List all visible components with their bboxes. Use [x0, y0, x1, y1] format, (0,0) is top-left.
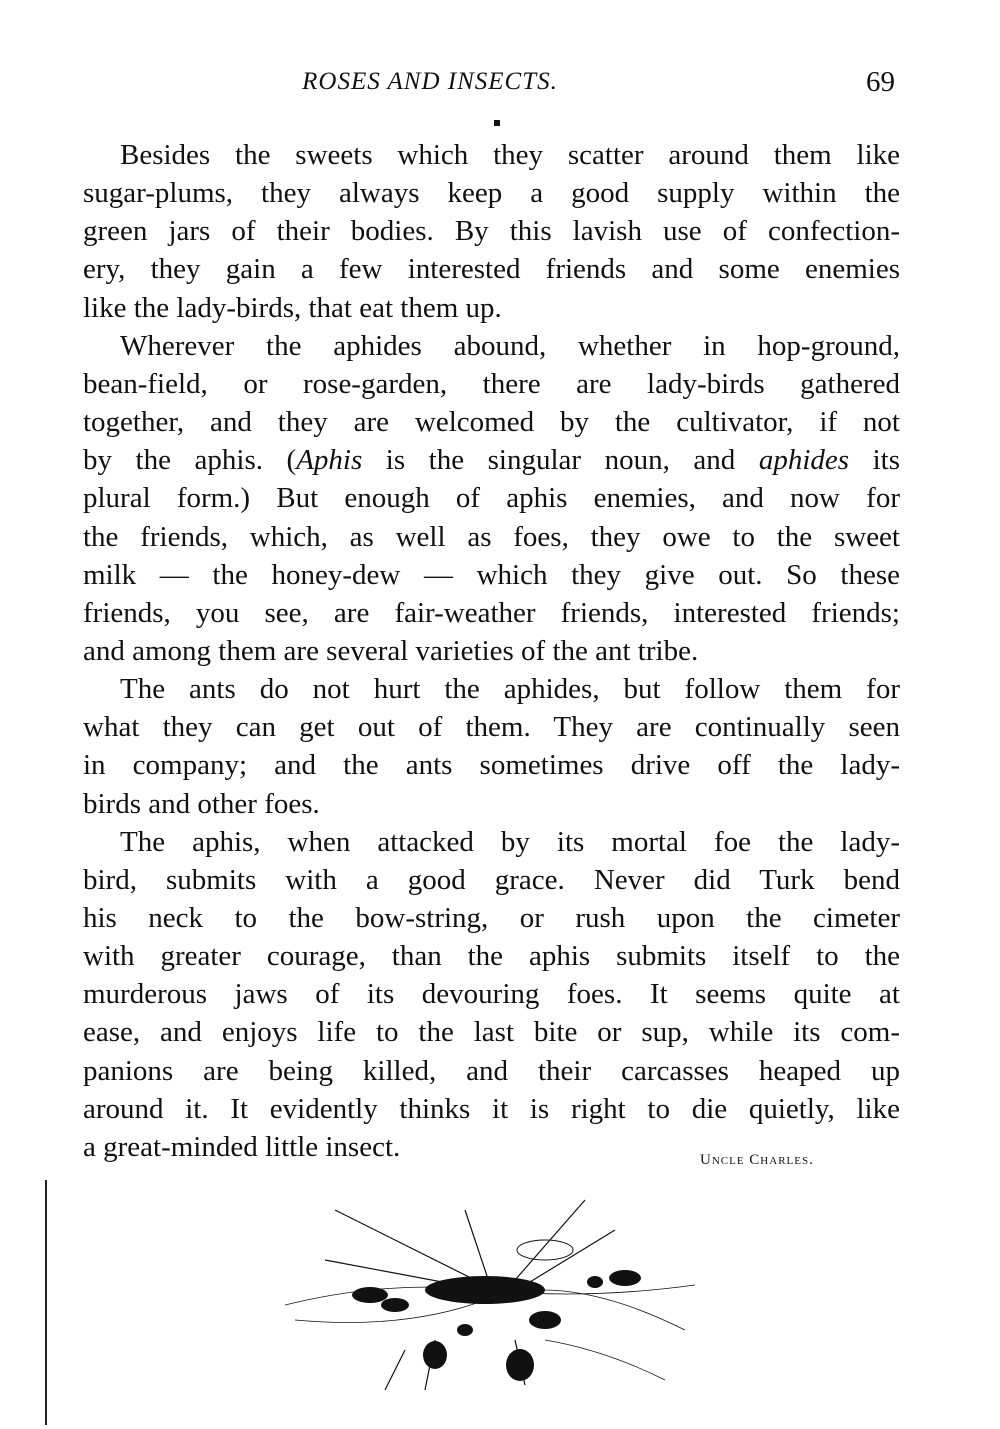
text-segment: by the aphis. (	[83, 444, 297, 477]
text-segment: what they can get out of them. They are continually seen	[83, 711, 900, 744]
text-segment: its	[849, 444, 900, 477]
text-line	[83, 520, 900, 554]
text-line	[83, 634, 900, 668]
text-line	[83, 787, 900, 821]
text-line	[120, 672, 900, 706]
ants-and-aphides-illustration	[285, 1190, 705, 1400]
text-segment: birds and other foes.	[83, 787, 320, 820]
text-segment: a great-minded little insect.	[83, 1130, 401, 1163]
text-segment: bird, submits with a good grace. Never did Turk bend	[83, 863, 900, 896]
text-line	[83, 710, 900, 744]
text-line	[83, 405, 900, 439]
text-segment: the friends, which, as well as foes, they owe to the sweet	[83, 520, 900, 553]
print-mark	[494, 120, 500, 126]
text-segment: together, and they are welcomed by the cultivator, if not	[83, 406, 900, 439]
text-line	[83, 1015, 900, 1049]
italic-text: aphides	[758, 444, 850, 477]
text-segment: in company; and the ants sometimes drive off the lady-	[83, 749, 900, 782]
text-line	[83, 481, 900, 515]
text-segment: ery, they gain a few interested friends and some enemies	[83, 253, 900, 286]
text-line	[120, 825, 900, 859]
text-line	[83, 977, 900, 1011]
text-segment: his neck to the bow-string, or rush upon the cimeter	[83, 902, 900, 934]
text-line	[83, 558, 900, 592]
text-segment: is the singular noun, and	[362, 444, 759, 477]
signature: Uncle Charles.	[700, 1152, 814, 1168]
text-segment: Besides the sweets which they scatter around them like	[120, 139, 900, 171]
text-line	[83, 1054, 900, 1088]
text-line	[83, 901, 900, 935]
text-line	[83, 596, 900, 630]
italic-text: Aphis	[296, 444, 363, 477]
text-segment: bean-field, or rose-garden, there are lady-birds gathered	[83, 367, 900, 400]
text-segment: and among them are several varieties of the ant tribe.	[83, 634, 699, 667]
text-segment: murderous jaws of its devouring foes. It seems quite at	[83, 978, 900, 1011]
text-line	[83, 863, 900, 897]
text-line	[120, 138, 900, 172]
text-segment: plural form.) But enough of aphis enemies, and now for	[83, 482, 900, 515]
text-segment: ease, and enjoys life to the last bite or sup, while its com-	[83, 1016, 900, 1049]
text-line	[83, 367, 900, 401]
text-line	[83, 939, 900, 973]
text-segment: like the lady-birds, that eat them up.	[83, 291, 502, 324]
text-line	[83, 252, 900, 286]
margin-line	[45, 1180, 47, 1425]
text-segment: with greater courage, than the aphis submits itself to the	[83, 940, 900, 973]
text-line	[83, 1092, 900, 1126]
text-line	[83, 176, 900, 210]
text-line	[83, 748, 900, 782]
text-segment: panions are being killed, and their carcasses heaped up	[83, 1054, 900, 1087]
running-title: ROSES AND INSECTS.	[302, 68, 558, 95]
text-segment: green jars of their bodies. By this lavish use of confection-	[83, 215, 900, 248]
text-line	[120, 329, 900, 363]
text-segment: milk — the honey-dew — which they give out. So these	[83, 558, 900, 591]
text-line	[83, 443, 900, 477]
text-segment: The ants do not hurt the aphides, but follow them for	[120, 673, 900, 706]
page-number: 69	[866, 66, 895, 98]
text-segment: Wherever the aphides abound, whether in hop-ground,	[120, 329, 900, 362]
text-segment: friends, you see, are fair-weather friends, interested friends;	[83, 596, 900, 629]
text-line	[83, 291, 900, 325]
text-segment: The aphis, when attacked by its mortal foe the lady-	[120, 825, 900, 858]
text-segment: sugar-plums, they always keep a good supply within the	[83, 177, 900, 210]
text-line	[83, 214, 900, 248]
text-segment: around it. It evidently thinks it is right to die quietly, like	[83, 1092, 900, 1125]
